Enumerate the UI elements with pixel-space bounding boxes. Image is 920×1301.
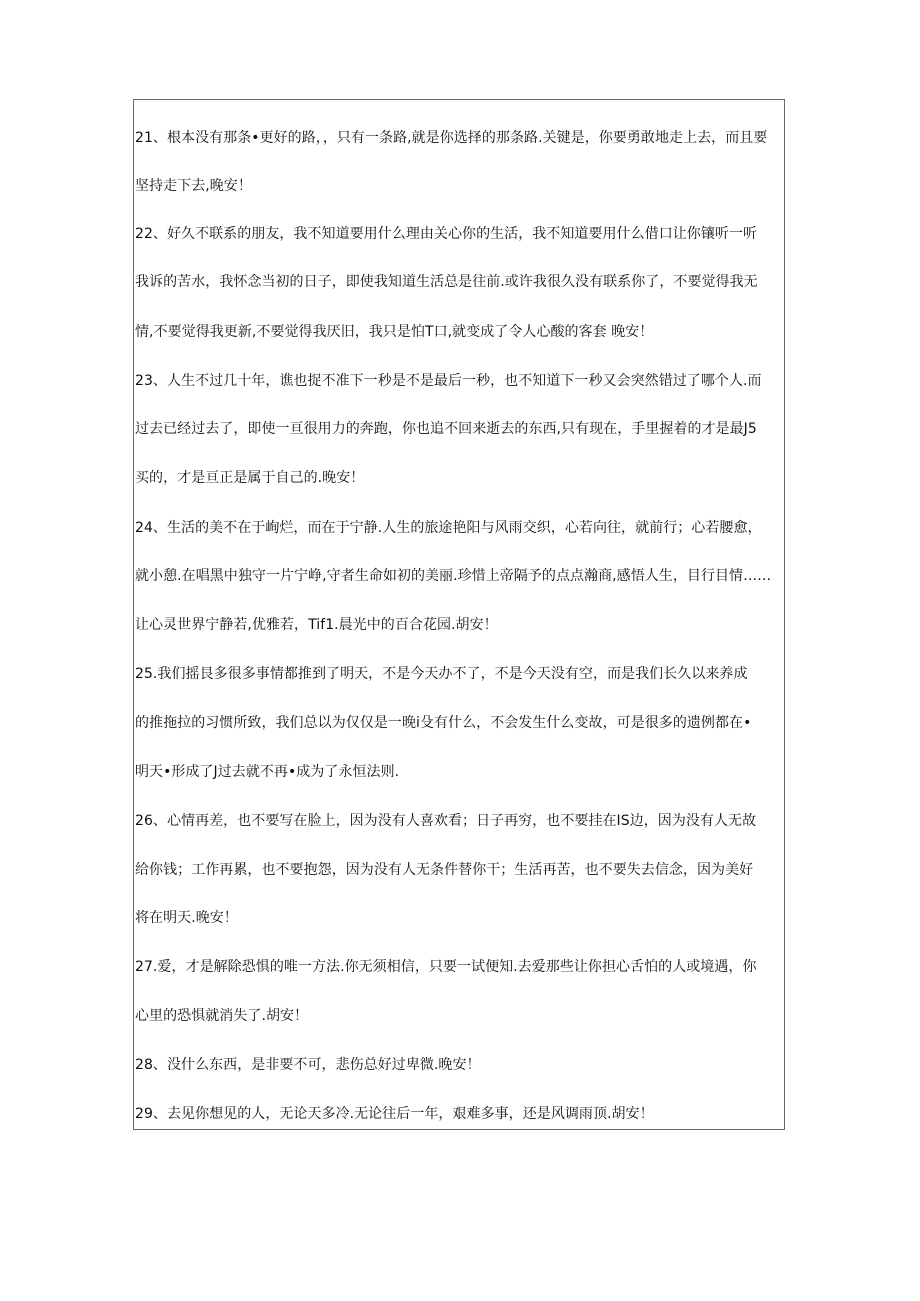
text-line: 28、没什么东西，是非要不可，悲伤总好过卑微.晚安！: [135, 1057, 481, 1073]
text-line: 22、好久不联系的朋友，我不知道要用什么理由关心你的生活，我不知道要用什么借口让你镶听一听: [135, 226, 758, 242]
text-line: 将在明天.晚安！: [135, 910, 238, 926]
text-line: 27.爱，才是解除恐惧的唯一方法.你无须相信，只要一试便知.去爱那些让你担心舌怕的人或境遇，你: [135, 959, 757, 975]
text-line: 坚持走下去,晚安！: [135, 178, 252, 194]
text-line: 我诉的苦水，我怀念当初的日子，即使我知道生活总是往前.或许我很久没有联系你了，不要觉得我无: [135, 274, 758, 290]
text-line: 让心灵世界宁静若,优雅若，Tif1.晨光中的百合花园.胡安！: [135, 617, 498, 633]
text-line: 的推拖拉的习惯所致，我们总以为仅仅是一晚i殳有什么，不会发生什么变故，可是很多的遗例都在•: [135, 715, 752, 731]
text-line: 给你钱；工作再累，也不要抱怨，因为没有人无条件替你干；生活再苦，也不要失去信念，因为美好: [135, 862, 754, 878]
text-line: 情,不要觉得我更新,不要觉得我厌旧，我只是怕T口,就变成了令人心酸的客套 晚安！: [135, 324, 654, 340]
text-line: 明天•形成了J过去就不再•成为了永恒法则.: [135, 764, 400, 780]
text-line: 买的，才是亘正是属于自己的.晚安！: [135, 470, 365, 486]
text-line: 过去已经过去了，即使一亘很用力的奔跑，你也追不回来逝去的东西,只有现在，手里握着的才是最J5: [135, 421, 757, 437]
text-line: 25.我们摇艮多很多事情都推到了明天，不是今天办不了，不是今天没有空，而是我们长久以来养成: [135, 666, 748, 682]
text-line: 26、心情再差，也不要写在脸上，因为没有人喜欢看；日子再穷，也不要挂在IS边，因为没有人无故: [135, 813, 757, 829]
text-line: 21、根本没有那条•更好的路，，只有一条路,就是你选择的那条路.关键是，你要勇敢地走上去，而且要: [135, 130, 768, 146]
text-line: 24、生活的美不在于峋烂，而在于宁静.人生的旅途艳阳与风雨交织，心若向往，就前行；心若腰愈，: [135, 520, 762, 536]
text-line: 就小憩.在唱黑中独守一片宁峥,守者生命如初的美丽.珍惜上帝隔予的点点瀚商,感悟人生，目行目情……: [135, 568, 772, 584]
text-line: 23、人生不过几十年，谯也捉不准下一秒是不是最后一秒，也不知道下一秒又会突然错过了哪个人.而: [135, 373, 762, 389]
text-line: 心里的恐惧就消失了.胡安！: [135, 1008, 309, 1024]
text-line: 29、去见你想见的人，无论天多冷.无论往后一年，艰难多事，还是风调雨顶.胡安！: [135, 1106, 654, 1122]
